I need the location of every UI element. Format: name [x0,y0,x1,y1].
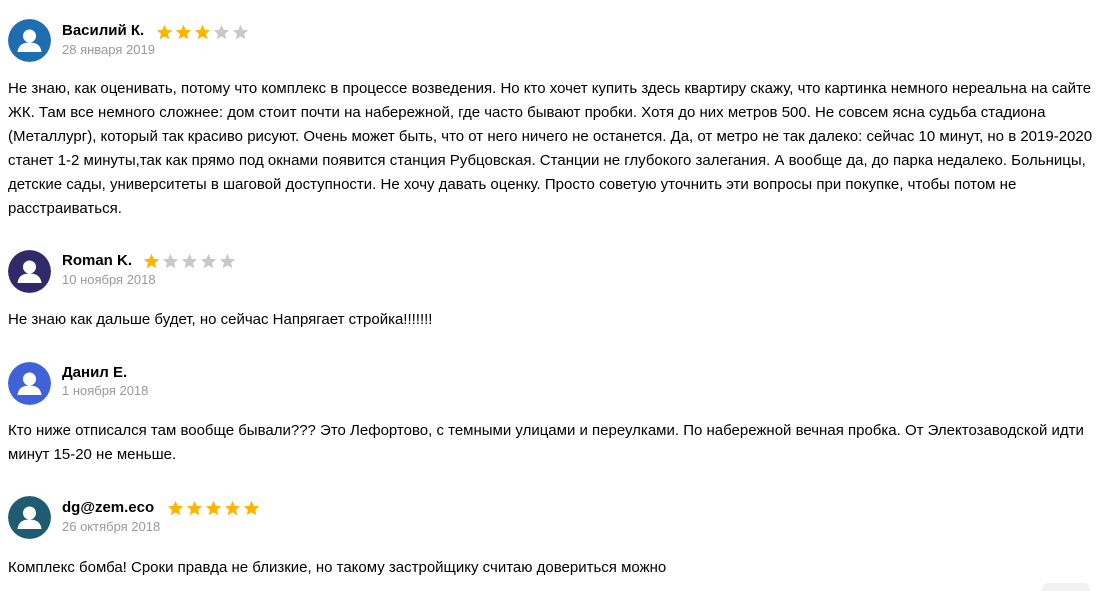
review-author[interactable]: Василий К. [62,22,145,39]
rating-stars [167,498,260,518]
star-filled-icon [243,500,260,517]
user-icon [8,19,51,62]
review-text: Не знаю как дальше будет, но сейчас Напрягает стройка!!!!!!! [8,311,433,328]
star-empty-icon [232,24,249,41]
star-empty-icon [213,24,230,41]
avatar[interactable] [8,362,51,405]
user-icon [8,362,51,405]
avatar[interactable] [8,496,51,539]
review-author[interactable]: Данил Е. [62,364,128,381]
avatar[interactable] [8,250,51,293]
rating-stars [156,22,249,42]
avatar[interactable] [8,19,51,62]
star-empty-icon [181,253,198,270]
star-empty-icon [200,253,217,270]
star-filled-icon [186,500,203,517]
star-filled-icon [224,500,241,517]
star-filled-icon [175,24,192,41]
user-icon [8,496,51,539]
star-filled-icon [167,500,184,517]
rating-stars [143,251,236,271]
review-date: 1 ноября 2018 [62,383,149,398]
review-date: 26 октября 2018 [62,519,161,534]
star-empty-icon [219,253,236,270]
star-filled-icon [194,24,211,41]
review-date: 28 января 2019 [62,42,155,57]
review-author[interactable]: dg@zem.eco [62,499,155,516]
review-author[interactable]: Roman K. [62,252,133,269]
review-text: Комплекс бомба! Сроки правда не близкие, но такому застройщику считаю довериться можно [8,559,667,576]
review-text: Не знаю, как оценивать, потому что комплекс в процессе возведения. Но кто хочет купить здесь квартиру скажу, что картинка немного нереальна на сайте ЖК. Там все немного сложнее: дом стоит почти на набережной, где часто бывают пробки. Хотя до них метров 500. Не совсем ясна судьба стадиона (Металлург), который так красиво рисуют. Очень может быть, что от него ничего не останется. Да, от метро не так далеко: сейчас 10 минут, но в 2019-2020 станет 1-2 минуты,так как прямо под окнами появится станция Рубцовская. Станции не глубокого залегания. А вообще да, до парка недалеко. Больницы, детские сады, университеты в шаговой доступности. Не хочу давать оценку. Просто советую уточнить эти вопросы при покупке, чтобы потом не расстраиваться. [8,80,1093,217]
user-icon [8,250,51,293]
scroll-hint [1042,583,1090,591]
review-date: 10 ноября 2018 [62,272,156,287]
review-text: Кто ниже отписался там вообще бывали??? Это Лефортово, с темными улицами и переулками. По набережной вечная пробка. От Электозаводской идти минут 15-20 не меньше. [8,422,1084,463]
star-filled-icon [143,253,160,270]
star-filled-icon [205,500,222,517]
star-empty-icon [162,253,179,270]
star-filled-icon [156,24,173,41]
